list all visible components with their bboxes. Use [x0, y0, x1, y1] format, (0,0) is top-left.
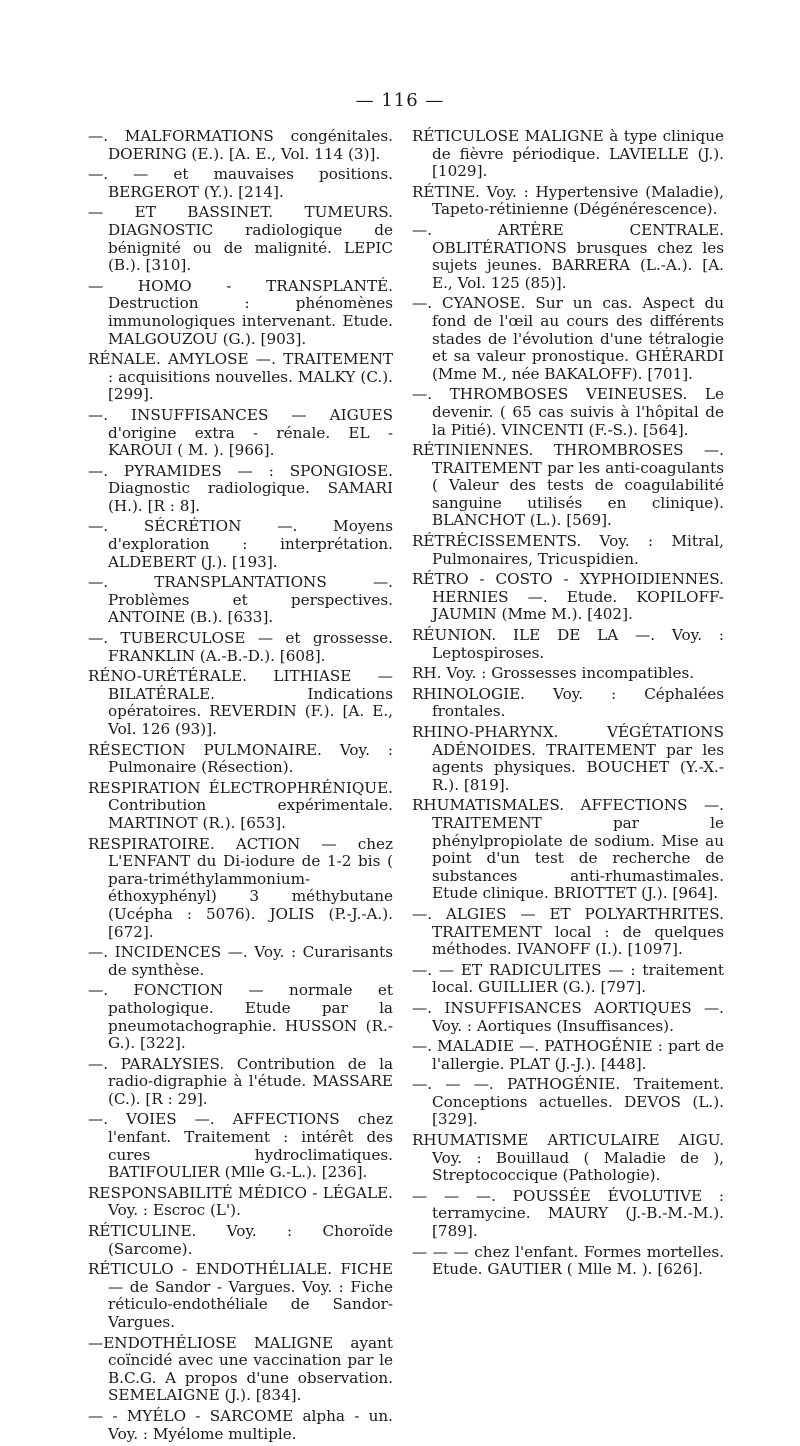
index-entry: —. TUBERCULOSE — et grossesse. FRANKLIN (A.-B.-D.). [608]. — [88, 629, 393, 665]
index-entry: RÉSECTION PULMONAIRE. Voy. : Pulmonaire (Résection). — [88, 740, 393, 777]
index-column-right — [412, 128, 724, 1282]
index-entry: —. MALFORMATIONS congénitales. DOERING (E.). [A. E., Vol. 114 (3)]. — [88, 127, 393, 163]
index-entry: RÉTINIENNES. THROMBROSES —. TRAITEMENT par les anti-coagulants ( Valeur des tests de coagulabilité sanguine utilisés en clinique). BLANCHOT (L.). [569]. — [412, 441, 724, 530]
index-entry: —. CYANOSE. Sur un cas. Aspect du fond de l'œil au cours des différents stades de l'évolution d'une tétralogie et sa valeur pronostique. GHÉRARDI (Mme M., née BAKALOFF). [701]. — [412, 294, 724, 383]
index-entry: RÉTICULO - ENDOTHÉLIALE. FICHE — de Sandor - Vargues. Voy. : Fiche réticulo-endothéliale de Sandor-Vargues. — [88, 1260, 393, 1331]
index-entry: RH. Voy. : Grossesses incompatibles. — [412, 664, 695, 683]
index-entry: RESPONSABILITÉ MÉDICO - LÉGALE. Voy. : Escroc (L'). — [88, 1183, 393, 1220]
index-entry: RÉNO-URÉTÉRALE. LITHIASE — BILATÉRALE. Indications opératoires. REVERDIN (F.). [A. E., Vol. 126 (93)]. — [88, 667, 393, 738]
index-entry: —. FONCTION — normale et pathologique. Etude par la pneumotachographie. HUSSON (R.-G.). [322]. — [88, 981, 393, 1053]
index-entry: — ET BASSINET. TUMEURS. DIAGNOSTIC radiologique de bénignité ou de malignité. LEPIC (B.). [310]. — [88, 203, 393, 275]
index-entry: RHINOLOGIE. Voy. : Céphalées frontales. — [412, 684, 724, 721]
index-entry: —. INSUFFISANCES AORTIQUES —. Voy. : Aortiques (Insuffisances). — [412, 998, 724, 1035]
index-entry: —. ALGIES — ET POLYARTHRITES. TRAITEMENT local : de quelques méthodes. IVANOFF (I.). [1097]. — [412, 904, 724, 959]
index-entry: RÉTICULINE. Voy. : Choroïde (Sarcome). — [88, 1222, 393, 1258]
index-entry: RÉTRÉCISSEMENTS. Voy. : Mitral, Pulmonaires, Tricuspidien. — [412, 532, 724, 568]
index-entry: — — — chez l'enfant. Formes mortelles. Etude. GAUTIER ( Mlle M. ). [626]. — [412, 1242, 724, 1279]
index-entry: —. PYRAMIDES — : SPONGIOSE. Diagnostic radiologique. SAMARI (H.). [R : 8]. — [88, 461, 393, 515]
index-entry: —. — et mauvaises positions. BERGEROT (Y.). [214]. — [88, 165, 393, 201]
index-entry: RÉNALE. AMYLOSE —. TRAITEMENT : acquisitions nouvelles. MALKY (C.). [299]. — [88, 350, 393, 404]
index-entry: RÉTICULOSE MALIGNE à type clinique de fièvre périodique. LAVIELLE (J.). [1029]. — [412, 127, 724, 181]
index-entry: RESPIRATION ÉLECTROPHRÉNIQUE. Contribution expérimentale. MARTINOT (R.). [653]. — [88, 778, 393, 832]
index-entry: RÉTINE. Voy. : Hypertensive (Maladie), Tapeto-rétinienne (Dégénérescence). — [412, 182, 724, 219]
index-entry: —. SÉCRÉTION —. Moyens d'exploration : interprétation. ALDEBERT (J.). [193]. — [88, 517, 393, 571]
index-entry: —. ARTÈRE CENTRALE. OBLITÉRATIONS brusques chez les sujets jeunes. BARRERA (L.-A.). [A. E., Vol. 125 (85)]. — [412, 220, 724, 292]
index-entry: — HOMO - TRANSPLANTÉ. Destruction : phénomènes immunologiques intervenant. Etude. MALGOUZOU (G.). [903]. — [88, 276, 393, 348]
index-entry: — — —. POUSSÉE ÉVOLUTIVE : terramycine. MAURY (J.-B.-M.-M.). [789]. — [412, 1186, 724, 1241]
index-column-left — [88, 128, 393, 1446]
index-entry: —. TRANSPLANTATIONS —. Problèmes et perspectives. ANTOINE (B.). [633]. — [88, 573, 393, 627]
index-entry: RHUMATISMALES. AFFECTIONS —. TRAITEMENT par le phénylpropiolate de sodium. Mise au point d'un test de recherche de substances anti-rhumastimales. Etude clinique. BRIOTTET (J.). [964]. — [412, 796, 724, 903]
index-entry: —. PARALYSIES. Contribution de la radio-digraphie à l'étude. MASSARE (C.). [R : 29]. — [88, 1054, 393, 1108]
index-entry: RESPIRATOIRE. ACTION — chez L'ENFANT du Di-iodure de 1-2 bis ( para-triméthylammonium-éthoxyphényl) 3 méthybutane (Ucépha : 5076). JOLIS (P.-J.-A.). [672]. — [88, 834, 393, 941]
index-entry: RHINO-PHARYNX. VÉGÉTATIONS ADÉNOIDES. TRAITEMENT par les agents physiques. BOUCHET (Y.-X.-R.). [819]. — [412, 723, 724, 794]
index-entry: —. INSUFFISANCES — AIGUES d'origine extra - rénale. EL - KAROUI ( M. ). [966]. — [88, 405, 393, 460]
index-entry: RÉUNION. ILE DE LA —. Voy. : Leptospiroses. — [412, 626, 724, 662]
index-entry: —ENDOTHÉLIOSE MALIGNE ayant coïncidé avec une vaccination par le B.C.G. A propos d'une observation. SEMELAIGNE (J.). [834]. — [88, 1333, 393, 1405]
index-entry: — - MYÉLO - SARCOME alpha - un. Voy. : Myélome multiple. — [88, 1406, 393, 1443]
index-entry: —. — ET RADICULITES — : traitement local. GUILLIER (G.). [797]. — [412, 960, 724, 997]
index-entry: RHUMATISME ARTICULAIRE AIGU. Voy. : Bouillaud ( Maladie de ), Streptococcique (Pathologie). — [412, 1131, 724, 1185]
index-entry: RÉTRO - COSTO - XYPHOIDIENNES. HERNIES —. Etude. KOPILOFF-JAUMIN (Mme M.). [402]. — [412, 570, 724, 624]
index-entry: —. MALADIE —. PATHOGÉNIE : part de l'allergie. PLAT (J.-J.). [448]. — [412, 1037, 724, 1073]
page-number: — 116 — — [355, 90, 445, 111]
index-entry: —. INCIDENCES —. Voy. : Curarisants de synthèse. — [88, 943, 393, 979]
index-entry: —. VOIES —. AFFECTIONS chez l'enfant. Traitement : intérêt des cures hydroclimatiques. BATIFOULIER (Mlle G.-L.). [236]. — [88, 1110, 393, 1182]
index-entry: —. THROMBOSES VEINEUSES. Le devenir. ( 65 cas suivis à l'hôpital de la Pitié). VINCENTI (F.-S.). [564]. — [412, 385, 724, 439]
index-entry: —. — —. PATHOGÉNIE. Traitement. Conceptions actuelles. DEVOS (L.). [329]. — [412, 1075, 724, 1129]
